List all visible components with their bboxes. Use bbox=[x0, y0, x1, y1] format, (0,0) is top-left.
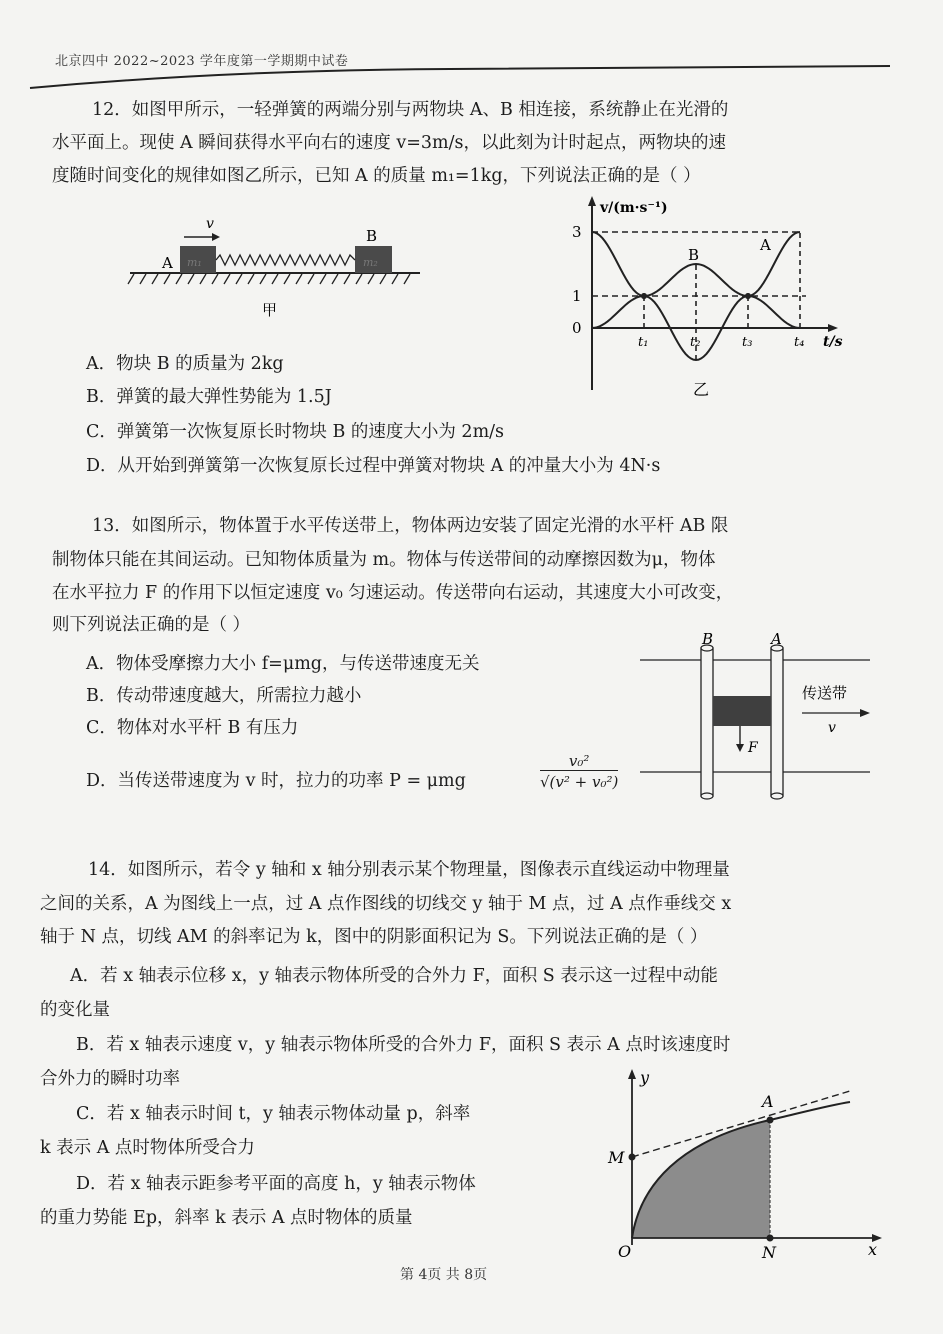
formula-numerator: v₀² bbox=[568, 752, 590, 770]
mass-a-label: m₁ bbox=[187, 256, 202, 269]
q14-stem-line-3: 轴于 N 点，切线 AM 的斜率记为 k，图中的阴影面积记为 S。下列说法正确的是（ ） bbox=[40, 927, 708, 947]
header-rule bbox=[30, 60, 890, 90]
rod-a bbox=[771, 648, 783, 796]
point-m bbox=[629, 1154, 636, 1161]
rod-a-label: A bbox=[771, 630, 782, 648]
label-a: A bbox=[162, 254, 173, 272]
q14-stem-line-1: 14．如图所示，若令 y 轴和 x 轴分别表示某个物理量，图像表示直线运动中物理量 bbox=[88, 860, 730, 880]
q14-option-d-line-1[interactable]: D．若 x 轴表示距参考平面的高度 h，y 轴表示物体 bbox=[76, 1174, 476, 1194]
q14-option-a-line-2[interactable]: 的变化量 bbox=[40, 1000, 110, 1020]
object-block bbox=[713, 696, 771, 726]
page-number: 第 4页 共 8页 bbox=[400, 1267, 488, 1283]
q13-option-c[interactable]: C．物体对水平杆 B 有压力 bbox=[86, 718, 299, 738]
label-b: B bbox=[366, 227, 378, 245]
mass-b-label: m₂ bbox=[363, 256, 378, 269]
figure-conveyor bbox=[630, 630, 890, 820]
rod-b-label: B bbox=[702, 630, 714, 648]
q14-option-b-line-1[interactable]: B．若 x 轴表示速度 v，y 轴表示物体所受的合外力 F，面积 S 表示 A 点时该速度时 bbox=[76, 1035, 731, 1055]
series-B-point-3 bbox=[745, 293, 751, 299]
power-formula-fraction bbox=[540, 752, 618, 791]
q14-option-c-line-1[interactable]: C．若 x 轴表示时间 t，y 轴表示物体动量 p，斜率 bbox=[76, 1104, 471, 1124]
x-axis-label: t/s bbox=[823, 334, 843, 350]
q12-option-d[interactable]: D．从开始到弹簧第一次恢复原长过程中弹簧对物块 A 的冲量大小为 4N·s bbox=[86, 456, 661, 476]
velocity-label: v bbox=[206, 216, 214, 232]
x-tick-label-1: t₁ bbox=[638, 335, 649, 350]
q12-stem-line-1: 12．如图甲所示，一轻弹簧的两端分别与两物块 A、B 相连接，系统静止在光滑的 bbox=[92, 100, 729, 120]
belt-label: 传送带 bbox=[802, 684, 848, 702]
origin-label: O bbox=[618, 1242, 632, 1261]
q13-stem-line-2: 制物体只能在其间运动。已知物体质量为 m。物体与传送带间的动摩擦因数为μ，物体 bbox=[52, 550, 716, 570]
point-m-label: M bbox=[608, 1148, 625, 1167]
q13-stem-line-1: 13．如图所示，物体置于水平传送带上，物体两边安装了固定光滑的水平杆 AB 限 bbox=[92, 516, 729, 536]
y-axis-label: y bbox=[640, 1068, 650, 1087]
point-a bbox=[767, 1117, 774, 1124]
exam-header: 北京四中 2022~2023 学年度第一学期期中试卷 bbox=[55, 54, 349, 69]
x-tick-label-4: t₄ bbox=[794, 335, 805, 350]
point-n-label: N bbox=[762, 1243, 776, 1262]
x-tick-label-2: t₂ bbox=[690, 335, 701, 350]
q14-option-d-line-2[interactable]: 的重力势能 Ep，斜率 k 表示 A 点时物体的质量 bbox=[40, 1208, 413, 1228]
q12-stem-line-2: 水平面上。现使 A 瞬间获得水平向右的速度 v=3m/s，以此刻为计时起点，两物块的速 bbox=[52, 133, 726, 153]
x-tick-label-3: t₃ bbox=[742, 335, 753, 350]
y-axis-arrow-icon bbox=[588, 196, 596, 206]
x-axis-label: x bbox=[868, 1240, 878, 1259]
q13-stem-line-3: 在水平拉力 F 的作用下以恒定速度 v₀ 匀速运动。传送带向右运动，其速度大小可改变， bbox=[52, 583, 734, 603]
y-tick-label-1: 1 bbox=[572, 287, 582, 305]
belt-direction-arrow-icon bbox=[860, 709, 870, 717]
y-tick-label-3: 3 bbox=[572, 223, 582, 241]
q14-stem-line-2: 之间的关系，A 为图线上一点，过 A 点作图线的切线交 y 轴于 M 点，过 A 点作垂线交 x bbox=[40, 894, 732, 914]
q13-option-a[interactable]: A．物体受摩擦力大小 f=μmg，与传送带速度无关 bbox=[86, 654, 480, 674]
q13-stem-line-4: 则下列说法正确的是（ ） bbox=[52, 615, 251, 635]
figure-yi-chart bbox=[560, 190, 860, 410]
q13-option-b[interactable]: B．传动带速度越大，所需拉力越小 bbox=[86, 686, 362, 706]
force-arrow-icon bbox=[736, 744, 744, 752]
series-B-point-1 bbox=[641, 293, 647, 299]
figure-yi-caption: 乙 bbox=[693, 380, 710, 399]
q12-option-c[interactable]: C．弹簧第一次恢复原长时物块 B 的速度大小为 2m/s bbox=[86, 422, 505, 442]
q14-option-b-line-2[interactable]: 合外力的瞬时功率 bbox=[40, 1069, 180, 1089]
force-label: F bbox=[748, 740, 758, 756]
q12-stem-line-3: 度随时间变化的规律如图乙所示，已知 A 的质量 m₁=1kg，下列说法正确的是（ ） bbox=[52, 166, 701, 186]
figure-xy-curve bbox=[600, 1065, 900, 1265]
rod-b bbox=[701, 648, 713, 796]
q14-option-a-line-1[interactable]: A．若 x 轴表示位移 x，y 轴表示物体所受的合外力 F，面积 S 表示这一过程中动能 bbox=[70, 966, 718, 986]
ground-hatching bbox=[128, 274, 410, 284]
spring bbox=[216, 255, 355, 265]
curve-b-label: B bbox=[688, 246, 700, 264]
q14-option-c-line-2[interactable]: k 表示 A 点时物体所受合力 bbox=[40, 1138, 255, 1158]
y-axis-label: v/(m·s⁻¹) bbox=[600, 200, 668, 216]
figure-jia-caption: 甲 bbox=[262, 301, 278, 319]
velocity-arrow-icon bbox=[212, 233, 220, 241]
figure-jia bbox=[120, 210, 440, 330]
q13-option-d[interactable]: D．当传送带速度为 v 时，拉力的功率 P = μmg bbox=[86, 771, 466, 791]
q12-option-b[interactable]: B．弹簧的最大弹性势能为 1.5J bbox=[86, 387, 332, 407]
y-axis-arrow-icon bbox=[628, 1069, 636, 1079]
point-n bbox=[767, 1235, 774, 1242]
curve-a-label: A bbox=[760, 236, 771, 254]
y-tick-label-0: 0 bbox=[572, 319, 582, 337]
formula-denominator: √(v² + v₀²) bbox=[540, 770, 618, 791]
shaded-area-s bbox=[632, 1120, 770, 1238]
belt-velocity-label: v bbox=[828, 720, 836, 736]
x-axis-arrow-icon bbox=[828, 324, 838, 332]
q12-option-a[interactable]: A．物块 B 的质量为 2kg bbox=[86, 354, 284, 374]
point-a-label: A bbox=[762, 1092, 774, 1111]
